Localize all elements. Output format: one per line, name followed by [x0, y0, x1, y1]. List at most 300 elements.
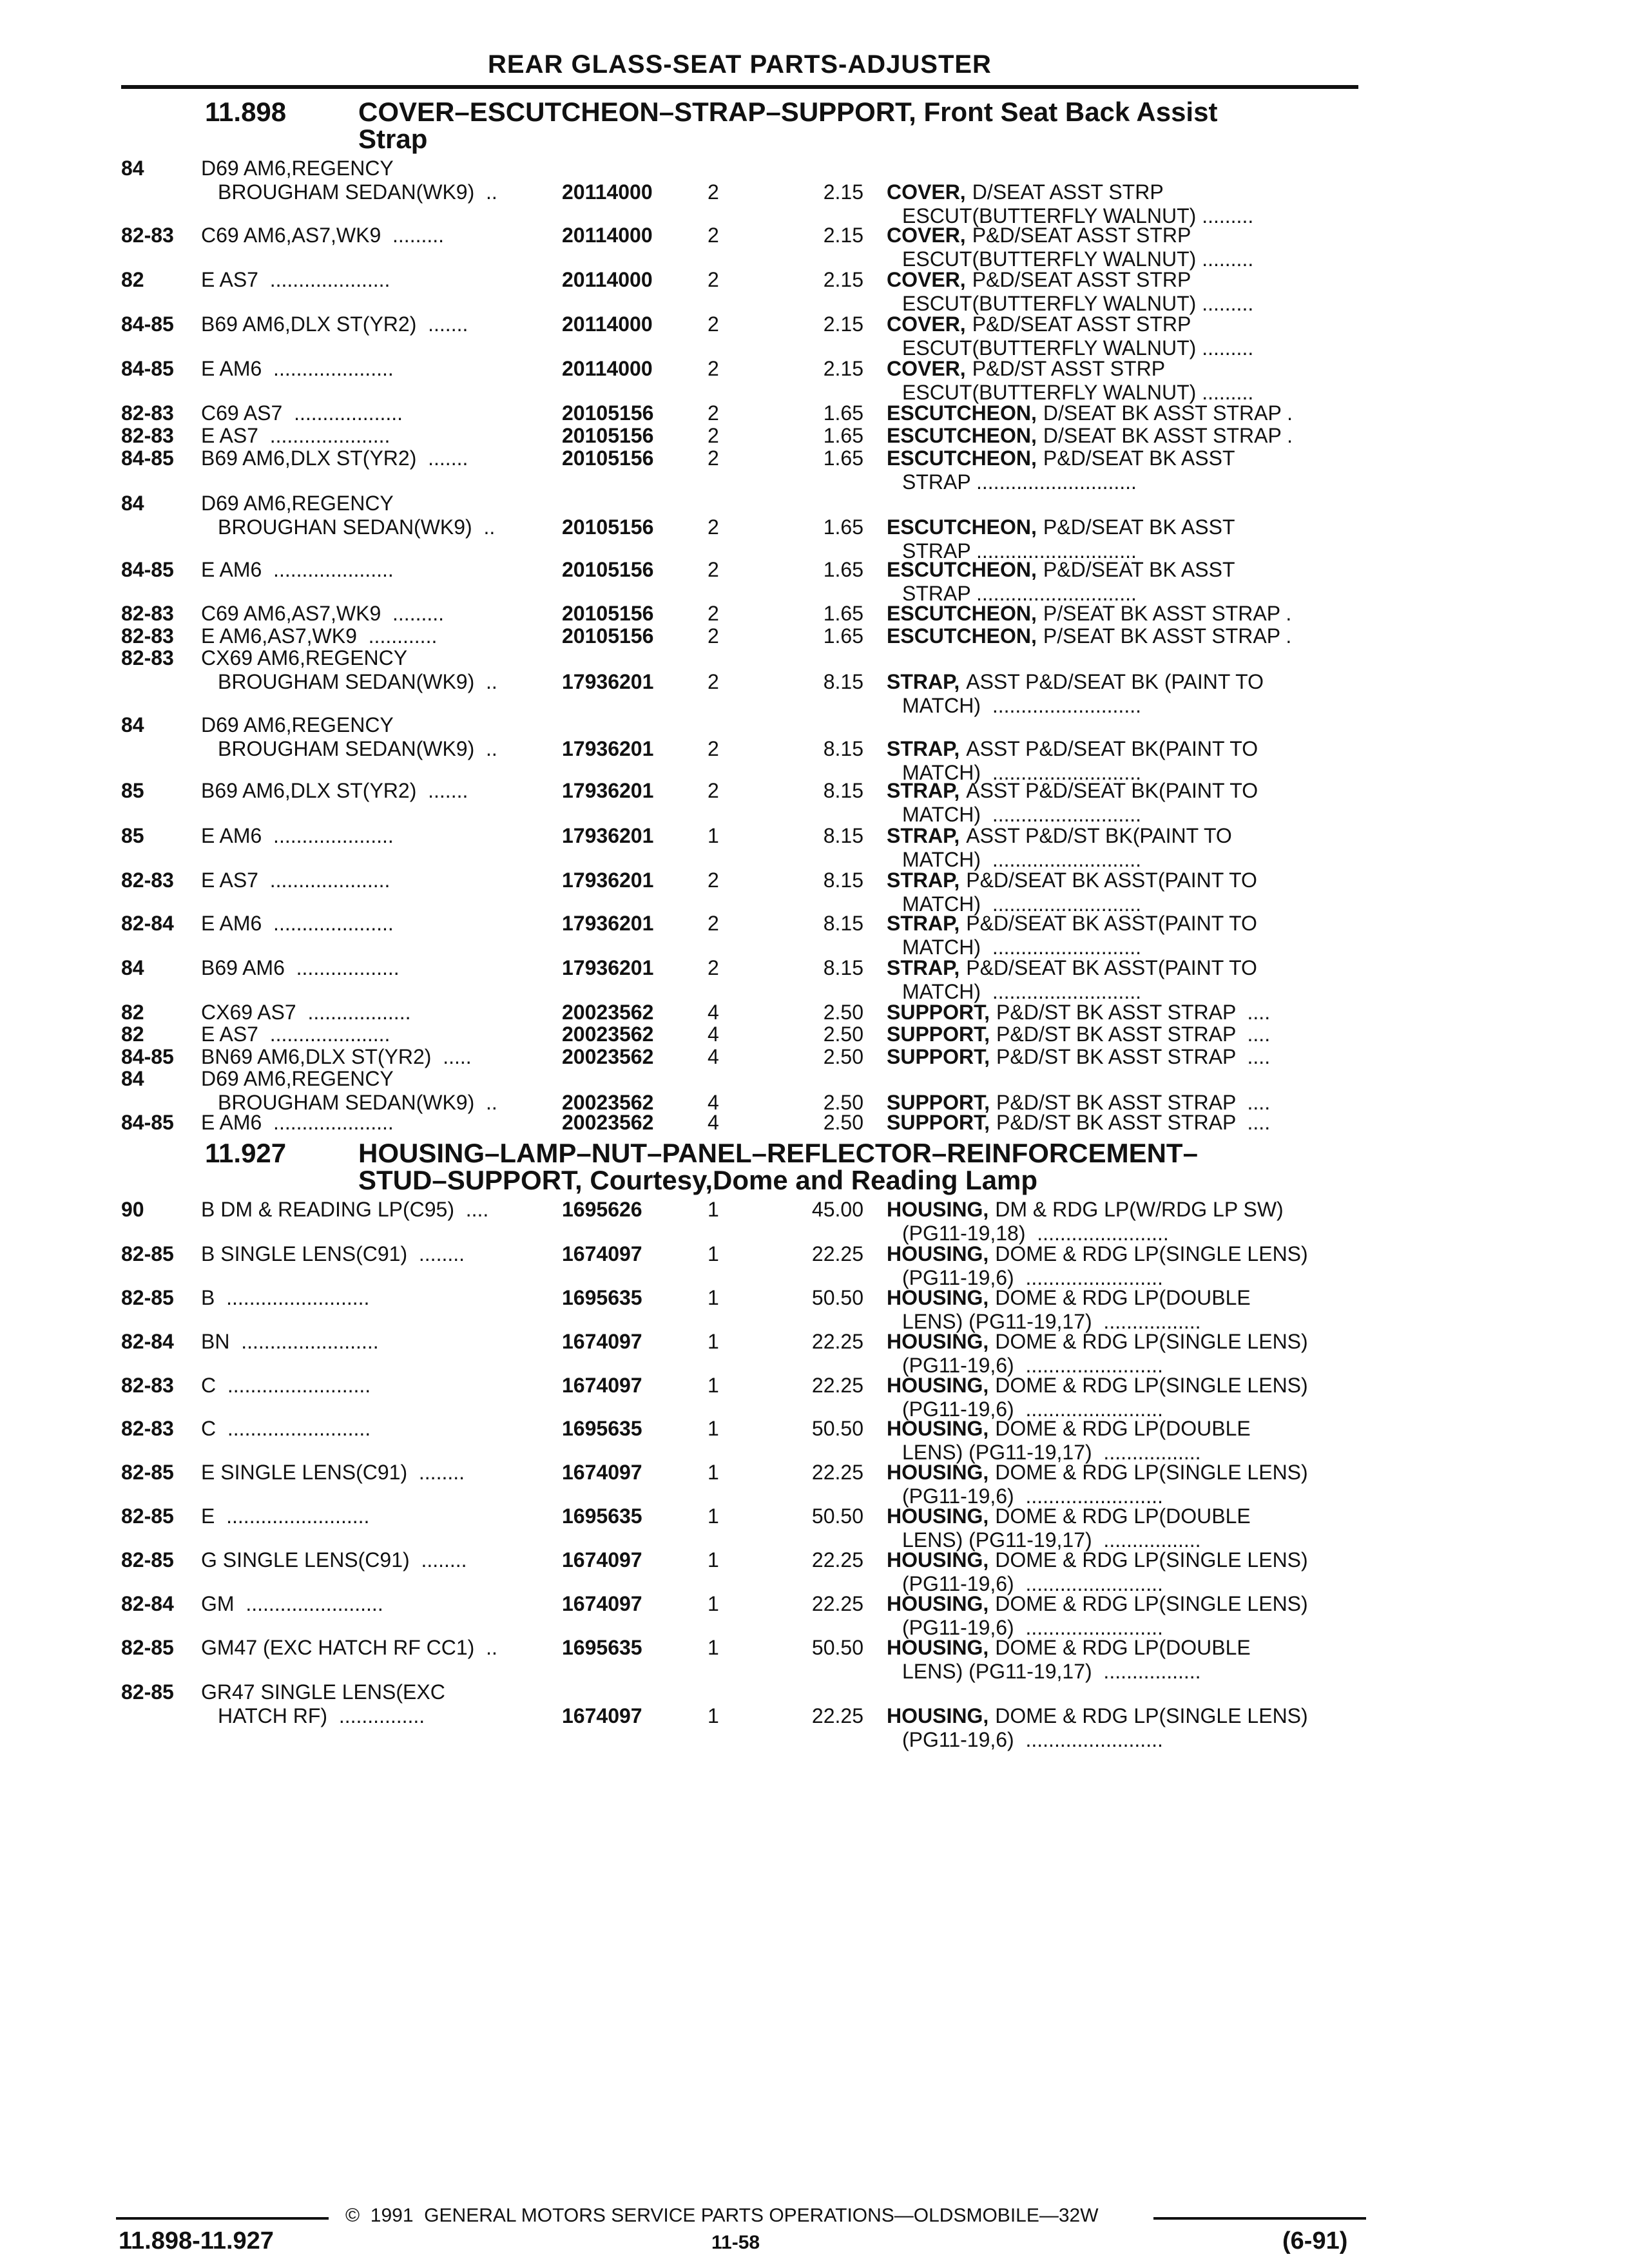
part-description	[887, 401, 1293, 425]
model-year: 82-84	[121, 912, 174, 936]
quantity: 1	[708, 1461, 719, 1485]
part-description	[887, 224, 1191, 247]
part-number: 1674097	[562, 1329, 642, 1353]
part-detail: P&D/SEAT BK ASST	[1043, 446, 1235, 470]
model-year: 82-85	[121, 1461, 174, 1485]
price: 8.15	[823, 670, 863, 694]
part-name: ESCUTCHEON,	[887, 446, 1037, 470]
part-number: 20023562	[562, 1023, 654, 1046]
part-detail: P/SEAT BK ASST STRAP .	[1043, 602, 1292, 626]
model-year: 90	[121, 1198, 144, 1222]
part-number: 20105156	[562, 423, 654, 447]
table-row	[121, 1461, 1371, 1508]
part-number: 17936201	[562, 823, 654, 847]
part-name: SUPPORT,	[887, 1044, 990, 1068]
part-name: COVER,	[887, 312, 966, 336]
part-description	[887, 1242, 1308, 1266]
table-row	[121, 268, 1371, 316]
section-title-line1: HOUSING–LAMP–NUT–PANEL–REFLECTOR–REINFORCEMENT–	[358, 1138, 1198, 1169]
price: 8.15	[823, 912, 863, 936]
price: 8.15	[823, 779, 863, 803]
part-detail: P/SEAT BK ASST STRAP .	[1043, 624, 1292, 648]
model-description: B69 AM6,DLX ST(YR2) .......	[201, 779, 468, 803]
table-row	[121, 1504, 1371, 1552]
part-name: STRAP,	[887, 737, 960, 761]
part-number: 1674097	[562, 1548, 642, 1571]
model-year: 82-85	[121, 1636, 174, 1660]
model-year: 82	[121, 1023, 144, 1046]
quantity: 2	[708, 956, 719, 980]
quantity: 1	[708, 1198, 719, 1222]
price: 22.25	[811, 1373, 863, 1397]
part-description	[887, 1001, 1270, 1024]
part-name: ESCUTCHEON,	[887, 401, 1037, 425]
price: 8.15	[823, 868, 863, 892]
price: 50.50	[811, 1285, 863, 1309]
model-description: B DM & READING LP(C95) ....	[201, 1198, 489, 1222]
price: 2.15	[823, 356, 863, 380]
part-description	[887, 869, 1257, 892]
footer-rule-left	[116, 2217, 329, 2220]
part-name: HOUSING,	[887, 1285, 989, 1309]
part-number: 20105156	[562, 602, 654, 626]
model-year: 82-83	[121, 624, 174, 648]
part-name: ESCUTCHEON,	[887, 423, 1037, 447]
part-description	[887, 779, 1258, 803]
part-detail: P&D/ST BK ASST STRAP ....	[996, 1000, 1271, 1024]
quantity: 1	[708, 1373, 719, 1397]
part-number: 1695635	[562, 1417, 642, 1441]
part-description-cont: LENS) (PG11-19,17) .................	[902, 1309, 1201, 1333]
part-detail: DOME & RDG LP(DOUBLE	[995, 1504, 1251, 1528]
part-description	[887, 1417, 1251, 1441]
part-detail: P&D/SEAT ASST STRP	[972, 312, 1191, 336]
part-detail: ASST P&D/ST BK(PAINT TO	[966, 823, 1232, 847]
part-description	[887, 912, 1257, 936]
part-description-cont: MATCH) ..........................	[902, 803, 1141, 827]
part-number: 20023562	[562, 1044, 654, 1068]
part-number: 20114000	[562, 268, 653, 292]
model-year: 84	[121, 956, 144, 980]
table-row	[121, 869, 1371, 916]
part-detail: P&D/SEAT ASST STRP	[972, 268, 1191, 292]
part-number: 1695626	[562, 1198, 642, 1222]
part-description	[887, 1636, 1251, 1660]
table-row	[121, 1330, 1371, 1378]
model-description: GM ........................	[201, 1591, 383, 1615]
footer-range: 11.898-11.927	[119, 2227, 274, 2254]
model-year: 82-83	[121, 423, 174, 447]
price: 1.65	[823, 624, 863, 648]
part-detail: D/SEAT BK ASST STRAP .	[1043, 401, 1293, 425]
model-description: E .........................	[201, 1504, 370, 1528]
model-year: 84	[121, 157, 144, 180]
model-description: E SINGLE LENS(C91) ........	[201, 1461, 465, 1485]
model-description: E AM6 .....................	[201, 823, 394, 847]
model-year: 82-83	[121, 224, 174, 247]
table-row	[121, 713, 1371, 785]
part-description	[887, 1374, 1308, 1398]
part-description	[887, 357, 1165, 381]
quantity: 2	[708, 624, 719, 648]
quantity: 2	[708, 423, 719, 447]
part-name: ESCUTCHEON,	[887, 602, 1037, 626]
part-detail: DOME & RDG LP(DOUBLE	[995, 1417, 1251, 1441]
price: 22.25	[811, 1591, 863, 1615]
price: 22.25	[811, 1548, 863, 1571]
model-year: 82	[121, 268, 144, 292]
price: 45.00	[811, 1198, 863, 1222]
table-row	[121, 157, 1371, 228]
model-year: 85	[121, 823, 144, 847]
quantity: 1	[708, 1704, 719, 1727]
model-description: B69 AM6 ..................	[201, 956, 400, 980]
part-name: ESCUTCHEON,	[887, 515, 1037, 539]
part-description	[887, 602, 1291, 626]
part-detail: DOME & RDG LP(SINGLE LENS)	[995, 1704, 1308, 1727]
part-detail: ASST P&D/SEAT BK(PAINT TO	[966, 779, 1258, 803]
model-description: E AM6 .....................	[201, 912, 394, 936]
model-description-cont: HATCH RF) ...............	[218, 1704, 425, 1727]
part-detail: P&D/ST ASST STRP	[972, 356, 1166, 380]
part-detail: P&D/ST BK ASST STRAP ....	[996, 1090, 1271, 1114]
part-description-cont: (PG11-19,6) ........................	[902, 1485, 1163, 1508]
part-detail: ASST P&D/SEAT BK (PAINT TO	[966, 670, 1264, 694]
part-description-cont: (PG11-19,6) ........................	[902, 1571, 1163, 1595]
model-year: 82-83	[121, 1417, 174, 1441]
model-description-cont: BROUGHAM SEDAN(WK9) ..	[218, 180, 497, 204]
quantity: 1	[708, 1242, 719, 1266]
quantity: 2	[708, 224, 719, 247]
table-row	[121, 492, 1371, 563]
part-name: STRAP,	[887, 912, 960, 936]
part-detail: ASST P&D/SEAT BK(PAINT TO	[966, 737, 1258, 761]
quantity: 1	[708, 1636, 719, 1660]
quantity: 2	[708, 737, 719, 761]
model-description: D69 AM6,REGENCY	[201, 492, 394, 515]
price: 1.65	[823, 515, 863, 539]
model-year: 84-85	[121, 446, 174, 470]
part-detail: DOME & RDG LP(SINGLE LENS)	[995, 1242, 1308, 1266]
model-description: C69 AS7 ...................	[201, 401, 403, 425]
price: 2.50	[823, 1044, 863, 1068]
part-description	[887, 1461, 1308, 1485]
model-description: C .........................	[201, 1417, 371, 1441]
part-description	[887, 624, 1291, 648]
table-row	[121, 1286, 1371, 1334]
price: 22.25	[811, 1242, 863, 1266]
price: 1.65	[823, 446, 863, 470]
part-number: 17936201	[562, 912, 654, 936]
quantity: 2	[708, 312, 719, 336]
part-detail: P&D/SEAT BK ASST	[1043, 515, 1235, 539]
part-description-cont: STRAP ............................	[902, 581, 1137, 605]
quantity: 1	[708, 1504, 719, 1528]
table-row	[121, 1548, 1371, 1596]
model-description: E AM6 .....................	[201, 1110, 394, 1134]
table-row	[121, 646, 1371, 718]
table-row	[121, 824, 1371, 872]
part-description-cont: (PG11-19,6) ........................	[902, 1397, 1163, 1421]
price: 2.50	[823, 1023, 863, 1046]
part-number: 20105156	[562, 515, 654, 539]
price: 2.50	[823, 1090, 863, 1114]
table-row	[121, 912, 1371, 959]
revision-date: (6-91)	[1282, 2227, 1348, 2254]
part-description	[887, 1704, 1308, 1728]
part-description	[887, 268, 1191, 292]
part-description	[887, 1592, 1308, 1616]
part-description	[887, 1504, 1251, 1528]
price: 2.15	[823, 312, 863, 336]
part-number: 20105156	[562, 624, 654, 648]
model-year: 84-85	[121, 356, 174, 380]
part-detail: P&D/SEAT BK ASST(PAINT TO	[966, 912, 1257, 936]
part-detail: DOME & RDG LP(SINGLE LENS)	[995, 1461, 1308, 1485]
price: 50.50	[811, 1417, 863, 1441]
part-number: 1695635	[562, 1504, 642, 1528]
model-description: B .........................	[201, 1285, 370, 1309]
part-description-cont: STRAP ............................	[902, 470, 1137, 494]
model-year: 82-83	[121, 1373, 174, 1397]
part-description-cont: MATCH) ..........................	[902, 892, 1141, 916]
part-name: STRAP,	[887, 868, 960, 892]
part-number: 20114000	[562, 312, 653, 336]
part-detail: D/SEAT ASST STRP	[972, 180, 1164, 204]
model-year: 82-84	[121, 1329, 174, 1353]
part-number: 20114000	[562, 180, 653, 204]
model-year: 84	[121, 713, 144, 737]
page-title: REAR GLASS-SEAT PARTS-ADJUSTER	[488, 50, 992, 79]
quantity: 4	[708, 1023, 719, 1046]
part-description-cont: ESCUT(BUTTERFLY WALNUT) .........	[902, 380, 1254, 404]
part-number: 1674097	[562, 1704, 642, 1727]
part-name: HOUSING,	[887, 1329, 989, 1353]
part-name: ESCUTCHEON,	[887, 557, 1037, 581]
part-description	[887, 447, 1235, 470]
part-number: 1674097	[562, 1373, 642, 1397]
model-description: E AM6,AS7,WK9 ............	[201, 624, 438, 648]
table-row	[121, 1242, 1371, 1290]
model-year: 82	[121, 1000, 144, 1024]
part-description-cont: ESCUT(BUTTERFLY WALNUT) .........	[902, 336, 1254, 360]
price: 8.15	[823, 823, 863, 847]
part-name: HOUSING,	[887, 1548, 989, 1571]
part-name: HOUSING,	[887, 1704, 989, 1727]
model-year: 82-85	[121, 1680, 174, 1704]
part-name: STRAP,	[887, 956, 960, 980]
part-number: 1674097	[562, 1591, 642, 1615]
quantity: 2	[708, 268, 719, 292]
part-description-cont: MATCH) ..........................	[902, 936, 1141, 959]
part-detail: P&D/SEAT BK ASST	[1043, 557, 1235, 581]
model-description: C .........................	[201, 1373, 371, 1397]
model-year: 82-85	[121, 1242, 174, 1266]
part-description	[887, 1286, 1251, 1310]
model-description: E AS7 .....................	[201, 868, 390, 892]
part-name: ESCUTCHEON,	[887, 624, 1037, 648]
model-description: CX69 AM6,REGENCY	[201, 646, 408, 670]
quantity: 1	[708, 1548, 719, 1571]
part-description	[887, 515, 1235, 539]
page-header	[121, 48, 1358, 89]
model-description: CX69 AS7 ..................	[201, 1000, 411, 1024]
part-description	[887, 1045, 1270, 1069]
table-row	[121, 224, 1371, 271]
quantity: 1	[708, 1591, 719, 1615]
part-name: COVER,	[887, 224, 966, 247]
price: 50.50	[811, 1504, 863, 1528]
price: 8.15	[823, 956, 863, 980]
model-description: GM47 (EXC HATCH RF CC1) ..	[201, 1636, 497, 1660]
part-detail: P&D/SEAT BK ASST(PAINT TO	[966, 956, 1257, 980]
part-description	[887, 1330, 1308, 1354]
part-detail: D/SEAT BK ASST STRAP .	[1043, 423, 1293, 447]
part-number: 17936201	[562, 868, 654, 892]
part-description-cont: MATCH) ..........................	[902, 761, 1141, 785]
model-description: G SINGLE LENS(C91) ........	[201, 1548, 467, 1571]
price: 2.15	[823, 268, 863, 292]
page-number: 11-58	[711, 2232, 760, 2254]
part-description-cont: MATCH) ..........................	[902, 980, 1141, 1004]
part-number: 1695635	[562, 1636, 642, 1660]
part-name: STRAP,	[887, 823, 960, 847]
part-detail: P&D/ST BK ASST STRAP ....	[996, 1110, 1271, 1134]
part-detail: P&D/SEAT BK ASST(PAINT TO	[966, 868, 1257, 892]
section-number: 11.927	[205, 1138, 287, 1169]
price: 50.50	[811, 1636, 863, 1660]
model-year: 82-83	[121, 401, 174, 425]
price: 22.25	[811, 1704, 863, 1727]
model-year: 84-85	[121, 557, 174, 581]
part-description-cont: ESCUT(BUTTERFLY WALNUT) .........	[902, 247, 1254, 271]
price: 1.65	[823, 423, 863, 447]
part-description	[887, 1023, 1270, 1046]
part-name: HOUSING,	[887, 1198, 989, 1222]
model-description: E AM6 .....................	[201, 356, 394, 380]
quantity: 1	[708, 1417, 719, 1441]
part-description	[887, 956, 1257, 980]
part-description-cont: (PG11-19,18) .......................	[902, 1222, 1169, 1245]
part-name: HOUSING,	[887, 1504, 989, 1528]
quantity: 2	[708, 180, 719, 204]
section-title-line2: Strap	[358, 124, 428, 155]
part-name: SUPPORT,	[887, 1110, 990, 1134]
part-detail: P&D/ST BK ASST STRAP ....	[996, 1023, 1271, 1046]
part-description-cont: (PG11-19,6) ........................	[902, 1353, 1163, 1377]
model-description: B SINGLE LENS(C91) ........	[201, 1242, 465, 1266]
price: 22.25	[811, 1329, 863, 1353]
part-description	[887, 670, 1264, 694]
table-row	[121, 447, 1371, 494]
footer-copyright: © 1991 GENERAL MOTORS SERVICE PARTS OPERATIONS—OLDSMOBILE—32W	[345, 2204, 1099, 2226]
part-number: 20105156	[562, 557, 654, 581]
part-name: SUPPORT,	[887, 1000, 990, 1024]
part-number: 17936201	[562, 737, 654, 761]
model-description-cont: BROUGHAM SEDAN(WK9) ..	[218, 1090, 497, 1114]
part-number: 1674097	[562, 1461, 642, 1485]
part-number: 20114000	[562, 356, 653, 380]
part-number: 20105156	[562, 401, 654, 425]
part-description	[887, 737, 1258, 761]
table-row	[121, 558, 1371, 606]
part-name: SUPPORT,	[887, 1023, 990, 1046]
section-number: 11.898	[205, 97, 287, 128]
model-description: D69 AM6,REGENCY	[201, 1066, 394, 1090]
price: 22.25	[811, 1461, 863, 1485]
model-year: 82-85	[121, 1548, 174, 1571]
part-number: 20105156	[562, 446, 654, 470]
model-description: D69 AM6,REGENCY	[201, 157, 394, 180]
model-description: BN69 AM6,DLX ST(YR2) .....	[201, 1044, 472, 1068]
model-description-cont: BROUGHAN SEDAN(WK9) ..	[218, 515, 496, 539]
section-title	[358, 99, 1364, 153]
price: 8.15	[823, 737, 863, 761]
part-number: 20023562	[562, 1110, 654, 1134]
model-description: C69 AM6,AS7,WK9 .........	[201, 602, 445, 626]
part-description-cont: (PG11-19,6) ........................	[902, 1727, 1163, 1751]
part-description-cont: (PG11-19,6) ........................	[902, 1266, 1163, 1290]
part-name: HOUSING,	[887, 1373, 989, 1397]
model-description: E AM6 .....................	[201, 557, 394, 581]
model-description: C69 AM6,AS7,WK9 .........	[201, 224, 445, 247]
part-name: HOUSING,	[887, 1591, 989, 1615]
model-year: 82-84	[121, 1591, 174, 1615]
price: 1.65	[823, 557, 863, 581]
part-description	[887, 1198, 1284, 1222]
part-name: COVER,	[887, 268, 966, 292]
table-row	[121, 1417, 1371, 1465]
price: 2.15	[823, 224, 863, 247]
part-name: SUPPORT,	[887, 1090, 990, 1114]
part-name: HOUSING,	[887, 1417, 989, 1441]
model-description: E AS7 .....................	[201, 268, 390, 292]
quantity: 1	[708, 1329, 719, 1353]
table-row	[121, 779, 1371, 827]
part-description	[887, 312, 1191, 336]
model-year: 84	[121, 1066, 144, 1090]
model-description: E AS7 .....................	[201, 1023, 390, 1046]
model-description-cont: BROUGHAM SEDAN(WK9) ..	[218, 737, 497, 761]
part-detail: P&D/SEAT ASST STRP	[972, 224, 1191, 247]
part-description-cont: MATCH) ..........................	[902, 694, 1141, 718]
quantity: 2	[708, 557, 719, 581]
price: 2.15	[823, 180, 863, 204]
part-detail: DOME & RDG LP(SINGLE LENS)	[995, 1329, 1308, 1353]
quantity: 2	[708, 401, 719, 425]
part-description	[887, 558, 1235, 582]
model-year: 84-85	[121, 1110, 174, 1134]
footer-rule-right	[1153, 2217, 1366, 2220]
quantity: 2	[708, 670, 719, 694]
model-description: E AS7 .....................	[201, 423, 390, 447]
model-year: 82-83	[121, 868, 174, 892]
part-detail: DOME & RDG LP(DOUBLE	[995, 1285, 1251, 1309]
model-year: 84-85	[121, 1044, 174, 1068]
model-year: 82-83	[121, 602, 174, 626]
part-description-cont: ESCUT(BUTTERFLY WALNUT) .........	[902, 292, 1254, 316]
part-number: 17936201	[562, 956, 654, 980]
quantity: 1	[708, 823, 719, 847]
part-detail: DOME & RDG LP(SINGLE LENS)	[995, 1373, 1308, 1397]
part-description	[887, 1111, 1270, 1135]
part-detail: DOME & RDG LP(SINGLE LENS)	[995, 1591, 1308, 1615]
part-name: STRAP,	[887, 779, 960, 803]
quantity: 2	[708, 356, 719, 380]
part-description-cont: LENS) (PG11-19,17) .................	[902, 1528, 1201, 1552]
quantity: 2	[708, 515, 719, 539]
quantity: 2	[708, 602, 719, 626]
